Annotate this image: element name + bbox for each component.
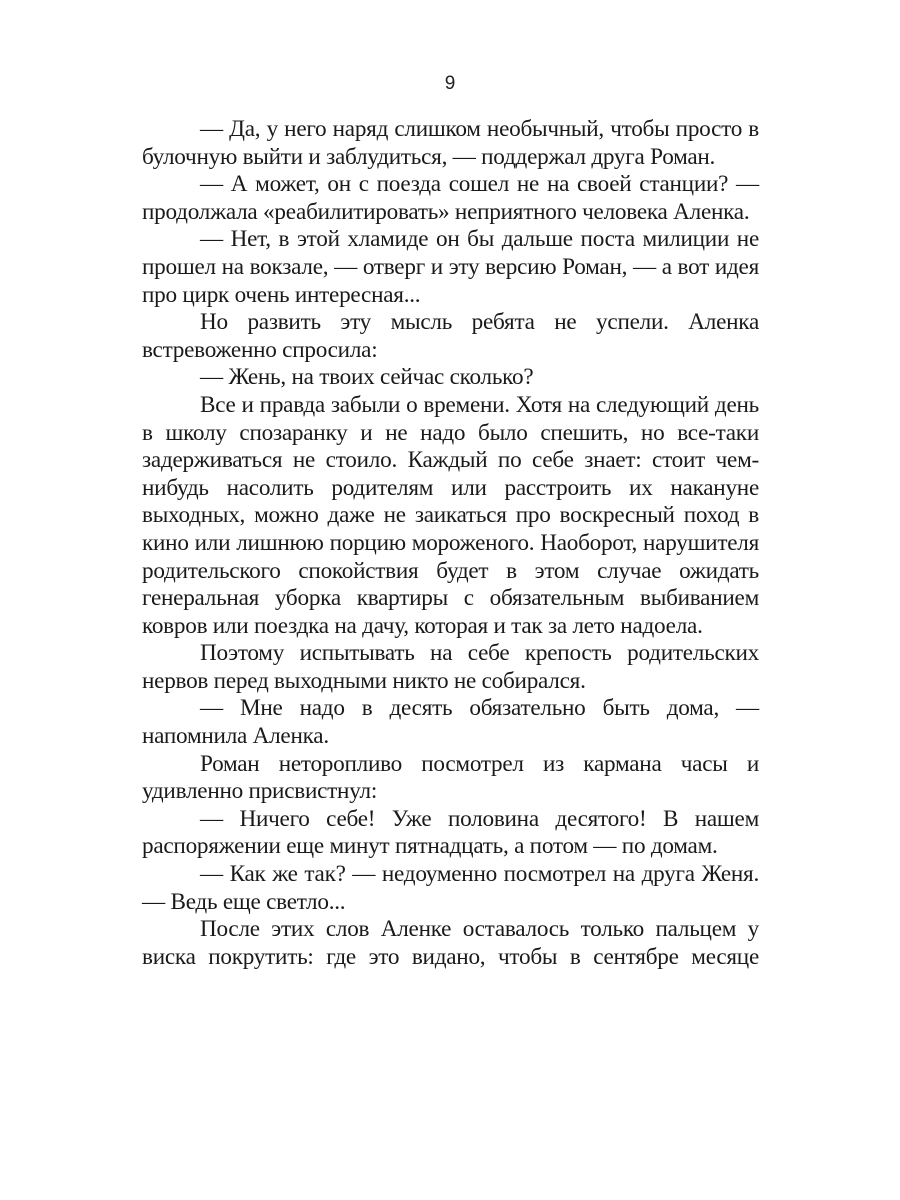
paragraph: — Ничего себе! Уже половина десятого! В нашем распоряжении еще минут пятнадцать, а потом — по домам. bbox=[142, 805, 759, 860]
paragraph: — Жень, на твоих сейчас сколько? bbox=[200, 364, 534, 391]
paragraph: — Да, у него наряд слишком необычный, чтобы просто в булочную выйти и заблудиться, — поддержал друга Роман. bbox=[142, 116, 759, 170]
paragraph: Роман неторопливо посмотрел из кармана часы и удивленно присвистнул: bbox=[142, 750, 759, 805]
paragraph: Но развить эту мысль ребята не успели. Аленка встревоженно спросила: bbox=[142, 309, 759, 363]
paragraph: — Мне надо в десять обязательно быть дома, — напомнила Аленка. bbox=[142, 695, 759, 750]
paragraph-continued: После этих слов Аленке оставалось только пальцем у виска покрутить: где это видано, чтобы в сентябре месяце bbox=[142, 916, 759, 970]
page-number: 9 bbox=[444, 73, 456, 94]
paragraph: — Как же так? — недоуменно посмотрел на друга Женя. — Ведь еще светло... bbox=[142, 861, 759, 915]
paragraph: Поэтому испытывать на себе крепость родительских нервов перед выходными никто не собирался. bbox=[142, 640, 759, 694]
paragraph: Все и правда забыли о времени. Хотя на следующий день в школу спозаранку и не надо было спешить, но все-таки задерживаться не стоило. Каждый по себе знает: стоит чем-нибудь насолить родителям или расстроить их накануне выходных, можно даже не заикаться про воскресный поход в кино или лишнюю порцию мороженого. Наоборот, нарушителя родительского спокойствия будет в этом случае ожидать генеральная уборка квартиры с обязательным выбиванием ковров или поездка на дачу, которая и так за лето надоела. bbox=[142, 391, 759, 639]
paragraph: — Нет, в этой хламиде он бы дальше поста милиции не прошел на вокзале, — отверг и эту версию Роман, — а вот идея про цирк очень интересная... bbox=[142, 226, 759, 308]
page-body-text bbox=[142, 116, 759, 971]
paragraph: — А может, он с поезда сошел не на своей станции? — продолжала «реабилитировать» неприятного человека Аленка. bbox=[142, 171, 759, 225]
